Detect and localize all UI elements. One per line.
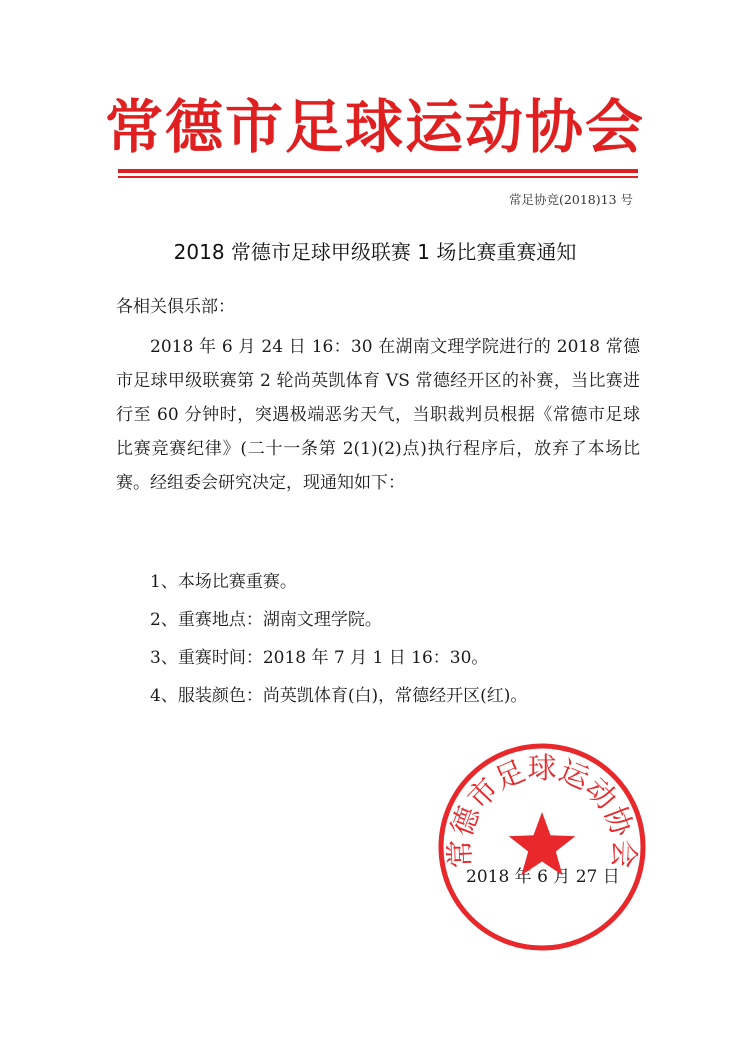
star-icon [509,812,576,875]
header-rule-thick [118,169,638,173]
notice-body: 2018 年 6 月 24 日 16：30 在湖南文理学院进行的 2018 常德市足球甲级联赛第 2 轮尚英凯体育 VS 常德经开区的补赛，当比赛进行至 60 分钟时，突遇极端恶劣天气，当职裁判员根据《常德市足球比赛竞赛纪律》(二十一条第 2(1)(2)点)执行程序后，放弃了本场比赛。经组委会研究决定，现通知如下： [116,337,640,493]
list-item: 4、服装颜色：尚英凯体育(白)，常德经开区(红)。 [150,686,528,706]
signature-date: 2018 年 6 月 27 日 [466,867,620,887]
header-rule-thin [118,176,638,178]
list-item: 2、重赛地点：湖南文理学院。 [150,610,382,630]
notice-title: 2018 常德市足球甲级联赛 1 场比赛重赛通知 [173,240,577,264]
list-item: 1、本场比赛重赛。 [150,572,297,592]
official-seal [437,742,647,952]
salutation: 各相关俱乐部： [116,297,235,317]
org-header-title: 常德市足球运动协会 [104,93,645,161]
document-number: 常足协竞(2018)13 号 [509,192,633,207]
seal-text: 常德市足球运动协会 [442,751,642,869]
notice-items [150,565,527,717]
list-item: 3、重赛时间：2018 年 7 月 1 日 16：30。 [150,648,489,668]
